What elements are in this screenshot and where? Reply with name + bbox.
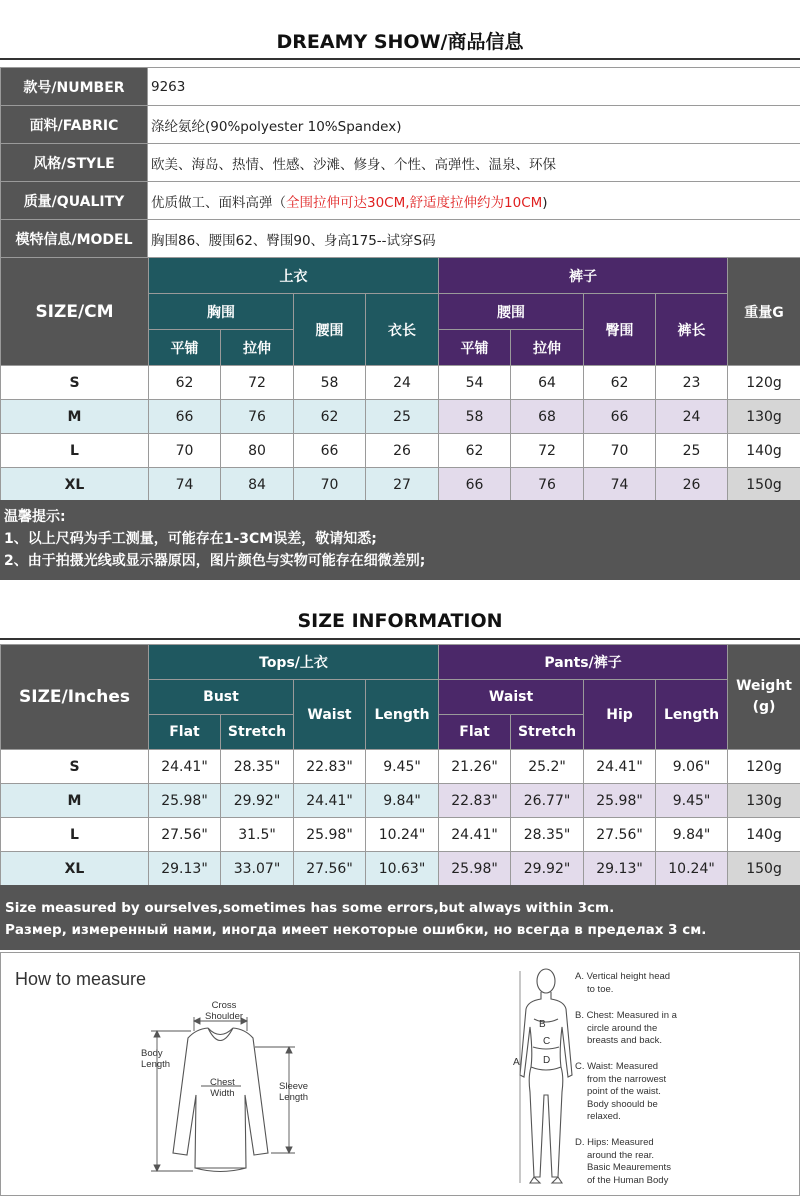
- table-cell: 58: [439, 400, 511, 434]
- table-cell: 76: [221, 400, 294, 434]
- mark-c: C: [543, 1036, 551, 1047]
- note-line: B. Chest: Measured in a: [575, 1010, 677, 1021]
- info-key: 款号/NUMBER: [1, 68, 148, 106]
- stretch-header: Stretch: [221, 715, 294, 750]
- table-cell: 21.26": [439, 750, 511, 784]
- quality-end: ): [542, 194, 548, 211]
- table-cell: 29.13": [149, 852, 221, 886]
- table-row: [1, 434, 800, 468]
- note-line: around the rear.: [587, 1149, 655, 1161]
- sleeve-length-label: [279, 1081, 308, 1103]
- weight-cell: 120g: [728, 366, 800, 400]
- label-line: Shoulder: [205, 1011, 244, 1022]
- table-cell: 80: [221, 434, 294, 468]
- label-line: Width: [210, 1088, 235, 1099]
- chest-width-label: [210, 1077, 235, 1099]
- note-line: of the Human Body: [587, 1174, 669, 1186]
- note-line: circle around the: [587, 1022, 658, 1034]
- pants-flat-header: Flat: [439, 715, 511, 750]
- note-line: Body shoould be: [587, 1098, 658, 1110]
- table-cell: 31.5": [221, 818, 294, 852]
- weight-cell: 130g: [728, 400, 800, 434]
- size-notice-panel: [0, 885, 800, 950]
- table-row: [1, 468, 800, 502]
- chest-line: [534, 1019, 558, 1022]
- table-cell: 26: [656, 468, 728, 502]
- table-cell: 58: [294, 366, 366, 400]
- weight-label: Weight: [736, 678, 792, 694]
- info-key: 质量/QUALITY: [1, 182, 148, 220]
- weight-unit: (g): [752, 699, 776, 715]
- quality-highlight: 全围拉伸可达30CM,舒适度拉伸约为10CM: [286, 194, 543, 211]
- table-cell: 62: [439, 434, 511, 468]
- pants-flat-header: 平铺: [439, 330, 511, 366]
- table-cell: 24.41": [584, 750, 656, 784]
- table-cell: 27.56": [149, 818, 221, 852]
- arrow-icon: [154, 1165, 160, 1171]
- table-cell: 25.98": [584, 784, 656, 818]
- size-table-inches: [0, 644, 800, 886]
- note-line: relaxed.: [587, 1111, 621, 1122]
- cross-shoulder-label: [205, 1000, 243, 1022]
- mark-d: D: [543, 1055, 551, 1066]
- waist-header: 腰围: [294, 294, 366, 366]
- notice-line-en: Size measured by ourselves,sometimes has some errors,but always within 3cm.: [5, 900, 615, 916]
- waist-line: [533, 1047, 559, 1049]
- table-cell: 66: [149, 400, 221, 434]
- table-cell: 62: [149, 366, 221, 400]
- note-line: from the narrowest: [587, 1073, 667, 1085]
- table-cell: 74: [584, 468, 656, 502]
- table-cell: 24.41": [439, 818, 511, 852]
- measure-note-c: [575, 1061, 693, 1124]
- pants-length-header: Length: [656, 680, 728, 750]
- length-header: Length: [366, 680, 439, 750]
- size-cell: S: [1, 750, 149, 784]
- arrow-icon: [194, 1018, 200, 1024]
- table-cell: 62: [294, 400, 366, 434]
- weight-header: 重量G: [728, 258, 800, 366]
- table-cell: 25.98": [439, 852, 511, 886]
- pants-stretch-header: Stretch: [511, 715, 584, 750]
- weight-cell: 130g: [728, 784, 800, 818]
- title-divider: [0, 58, 800, 60]
- label-line: Cross: [211, 1000, 237, 1011]
- table-cell: 24.41": [294, 784, 366, 818]
- size-cell: XL: [1, 468, 149, 502]
- table-cell: 54: [439, 366, 511, 400]
- section-title-en: SIZE INFORMATION: [297, 610, 503, 632]
- note-line: D. Hips: Measured: [575, 1137, 654, 1148]
- table-cell: 84: [221, 468, 294, 502]
- size-table-cm: [0, 257, 800, 502]
- stretch-header: 拉伸: [221, 330, 294, 366]
- note-line: to toe.: [587, 983, 614, 995]
- hip-header: Hip: [584, 680, 656, 750]
- info-key: 风格/STYLE: [1, 144, 148, 182]
- weight-cell: 150g: [728, 468, 800, 502]
- table-cell: 66: [294, 434, 366, 468]
- note-line: breasts and back.: [587, 1035, 662, 1046]
- table-cell: 62: [584, 366, 656, 400]
- table-cell: 33.07": [221, 852, 294, 886]
- info-row: [1, 182, 800, 220]
- table-cell: 25.98": [294, 818, 366, 852]
- mark-a: A: [513, 1057, 520, 1068]
- measure-note-d: [575, 1137, 693, 1187]
- info-value: 9263: [148, 68, 800, 106]
- size-cell: S: [1, 366, 149, 400]
- table-cell: 25.2": [511, 750, 584, 784]
- notice-line-ru: Размер, измеренный нами, иногда имеет некоторые ошибки, но всегда в пределах 3 см.: [5, 922, 707, 938]
- weight-cell: 150g: [728, 852, 800, 886]
- label-line: Length: [141, 1059, 171, 1070]
- table-cell: 26: [366, 434, 439, 468]
- info-row: [1, 106, 800, 144]
- table-cell: 25.98": [149, 784, 221, 818]
- size-header: SIZE/CM: [1, 258, 149, 366]
- pants-waist-header: 腰围: [439, 294, 584, 330]
- table-cell: 9.06": [656, 750, 728, 784]
- table-cell: 76: [511, 468, 584, 502]
- label-line: Chest: [210, 1077, 235, 1088]
- table-cell: 24.41": [149, 750, 221, 784]
- bust-header: Bust: [149, 680, 294, 715]
- mark-b: B: [539, 1019, 546, 1030]
- table-row: [1, 366, 800, 400]
- size-cell: L: [1, 434, 149, 468]
- measure-note-b: [575, 1010, 693, 1048]
- measure-note-a: [575, 971, 693, 996]
- body-figure: [506, 967, 586, 1195]
- table-cell: 10.24": [656, 852, 728, 886]
- table-row: [1, 784, 800, 818]
- table-cell: 74: [149, 468, 221, 502]
- weight-cell: 140g: [728, 818, 800, 852]
- how-to-measure-panel: [0, 952, 800, 1196]
- head-shape: [537, 969, 555, 993]
- info-value: 欧美、海岛、热情、性感、沙滩、修身、个性、高弹性、温泉、环保: [148, 144, 800, 182]
- body-length-label: [141, 1048, 170, 1070]
- pants-stretch-header: 拉伸: [511, 330, 584, 366]
- label-line: Body: [141, 1048, 163, 1059]
- table-cell: 29.92": [511, 852, 584, 886]
- feet-shape: [530, 1177, 562, 1183]
- info-value: 胸围86、腰围62、臀围90、身高175--试穿S码: [148, 220, 800, 258]
- size-cell: M: [1, 400, 149, 434]
- table-cell: 70: [294, 468, 366, 502]
- table-cell: 9.45": [366, 750, 439, 784]
- table-cell: 9.84": [656, 818, 728, 852]
- weight-cell: 120g: [728, 750, 800, 784]
- table-cell: 25: [656, 434, 728, 468]
- table-cell: 27: [366, 468, 439, 502]
- table-cell: 70: [149, 434, 221, 468]
- top-group-header: 上衣: [149, 258, 439, 294]
- size-header: SIZE/Inches: [1, 645, 149, 750]
- table-row: [1, 400, 800, 434]
- size-cell: XL: [1, 852, 149, 886]
- tips-heading: 温馨提示:: [4, 509, 66, 525]
- waist-header: Waist: [294, 680, 366, 750]
- tips-line: 1、以上尺码为手工测量，可能存在1-3CM误差，敬请知悉;: [4, 531, 377, 547]
- table-cell: 22.83": [294, 750, 366, 784]
- body-outline: [520, 992, 572, 1177]
- note-line: A. Vertical height head: [575, 971, 671, 982]
- table-cell: 29.13": [584, 852, 656, 886]
- bust-header: 胸围: [149, 294, 294, 330]
- length-header: 衣长: [366, 294, 439, 366]
- measure-title: How to measure: [15, 969, 147, 989]
- table-cell: 64: [511, 366, 584, 400]
- table-cell: 29.92": [221, 784, 294, 818]
- table-cell: 10.63": [366, 852, 439, 886]
- table-cell: 66: [439, 468, 511, 502]
- table-row: [1, 750, 800, 784]
- weight-cell: 140g: [728, 434, 800, 468]
- table-cell: 66: [584, 400, 656, 434]
- info-row: [1, 144, 800, 182]
- table-cell: 24: [366, 366, 439, 400]
- info-row: [1, 220, 800, 258]
- quality-text: 优质做工、面料高弹（: [151, 194, 286, 211]
- top-group-header: Tops/上衣: [149, 645, 439, 680]
- table-cell: 23: [656, 366, 728, 400]
- table-row: [1, 852, 800, 886]
- info-value: [148, 182, 800, 220]
- section-title-cn: DREAMY SHOW/商品信息: [276, 31, 524, 53]
- arrow-icon: [286, 1047, 292, 1053]
- table-cell: 25: [366, 400, 439, 434]
- table-cell: 72: [511, 434, 584, 468]
- table-cell: 68: [511, 400, 584, 434]
- product-info-table: [0, 67, 800, 258]
- size-cell: M: [1, 784, 149, 818]
- table-cell: 28.35": [221, 750, 294, 784]
- table-row: [1, 818, 800, 852]
- label-line: Length: [279, 1092, 309, 1103]
- table-cell: 27.56": [294, 852, 366, 886]
- arrow-icon: [154, 1031, 160, 1037]
- pants-group-header: 裤子: [439, 258, 728, 294]
- tips-panel: [0, 500, 800, 580]
- info-row: [1, 68, 800, 106]
- table-cell: 70: [584, 434, 656, 468]
- table-cell: 27.56": [584, 818, 656, 852]
- info-key: 面料/FABRIC: [1, 106, 148, 144]
- hip-line: [531, 1067, 561, 1070]
- table-cell: 9.84": [366, 784, 439, 818]
- table-cell: 72: [221, 366, 294, 400]
- table-cell: 24: [656, 400, 728, 434]
- note-line: point of the waist.: [587, 1086, 661, 1097]
- pants-group-header: Pants/裤子: [439, 645, 728, 680]
- arrow-icon: [286, 1147, 292, 1153]
- table-cell: 28.35": [511, 818, 584, 852]
- flat-header: 平铺: [149, 330, 221, 366]
- pants-length-header: 裤长: [656, 294, 728, 366]
- info-key: 模特信息/MODEL: [1, 220, 148, 258]
- info-value: 涤纶氨纶(90%polyester 10%Spandex): [148, 106, 800, 144]
- note-line: Basic Meaurements: [587, 1162, 671, 1173]
- note-line: C. Waist: Measured: [575, 1061, 659, 1072]
- hip-header: 臀围: [584, 294, 656, 366]
- flat-header: Flat: [149, 715, 221, 750]
- tips-line: 2、由于拍摄光线或显示器原因，图片颜色与实物可能存在细微差别;: [4, 553, 426, 569]
- pants-waist-header: Waist: [439, 680, 584, 715]
- weight-header: [728, 645, 800, 750]
- table-cell: 22.83": [439, 784, 511, 818]
- table-cell: 26.77": [511, 784, 584, 818]
- table-cell: 9.45": [656, 784, 728, 818]
- table-cell: 10.24": [366, 818, 439, 852]
- title-divider: [0, 638, 800, 640]
- size-cell: L: [1, 818, 149, 852]
- label-line: Sleeve: [279, 1081, 309, 1092]
